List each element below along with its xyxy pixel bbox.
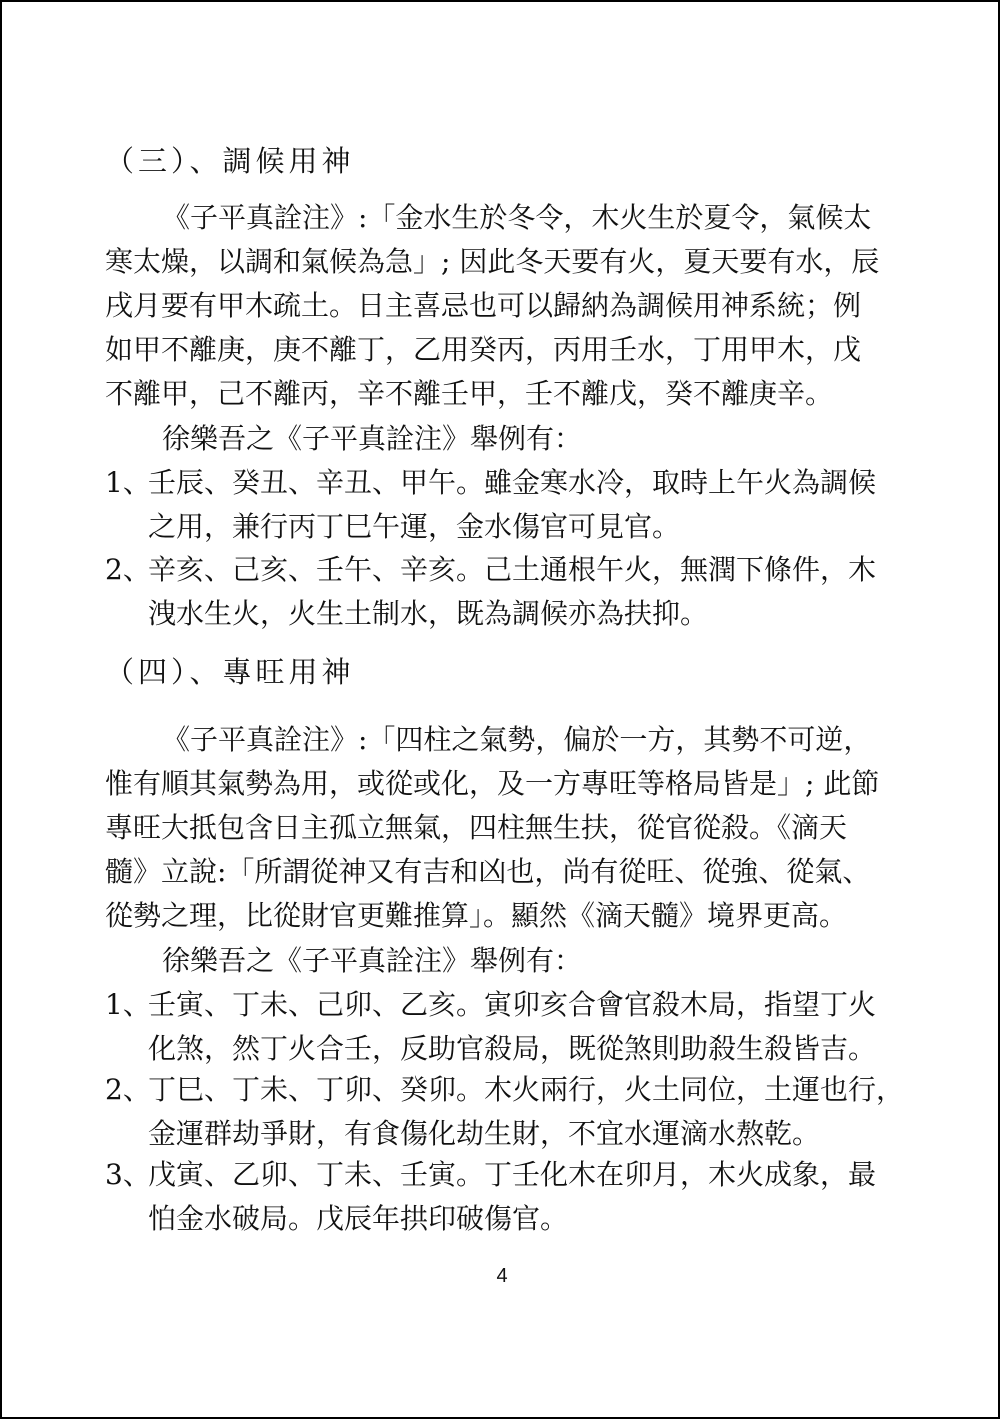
paragraph-line: 髓》立說:「所謂從神又有吉和凶也，尚有從旺、從強、從氣、	[105, 855, 871, 888]
list-item-text: 戊寅、乙卯、丁未、壬寅。丁壬化木在卯月，木火成象，最	[148, 1158, 877, 1191]
list-item-text: 壬寅、丁未、己卯、乙亥。寅卯亥合會官殺木局，指望丁火	[148, 988, 877, 1021]
section-heading-3: （三）、調候用神	[105, 144, 355, 178]
list-item-text: 化煞，然丁火合壬，反助官殺局，既從煞則助殺生殺皆吉。	[148, 1032, 877, 1065]
list-item-number: 1、	[105, 466, 151, 499]
paragraph-line: 《子平真詮注》:「四柱之氣勢，偏於一方，其勢不可逆，	[162, 723, 872, 756]
paragraph-line: 戌月要有甲木疏土。日主喜忌也可以歸納為調候用神系統；例	[105, 289, 862, 322]
list-item-text: 洩水生火，火生土制水，既為調候亦為扶抑。	[148, 597, 709, 630]
list-item-text: 丁巳、丁未、丁卯、癸卯。木火兩行，火土同位，土運也行，	[148, 1073, 905, 1106]
paragraph-line: 如甲不離庚，庚不離丁，乙用癸丙，丙用壬水，丁用甲木，戊	[105, 333, 862, 366]
paragraph-line: 專旺大抵包含日主孤立無氣，四柱無生扶，從官從殺。《滴天	[105, 811, 848, 844]
list-item-text: 怕金水破局。戊辰年拱印破傷官。	[148, 1202, 569, 1235]
page-number: 4	[496, 1265, 508, 1287]
list-item-number: 3、	[105, 1158, 151, 1191]
list-item-text: 金運群劫爭財，有食傷化劫生財，不宜水運滴水熬乾。	[148, 1117, 821, 1150]
list-item-text: 辛亥、己亥、壬午、辛亥。己土通根午火，無潤下條件，木	[148, 553, 877, 586]
examples-intro: 徐樂吾之《子平真詮注》舉例有：	[162, 422, 583, 455]
paragraph-line: 不離甲，己不離丙，辛不離壬甲，壬不離戊，癸不離庚辛。	[105, 377, 834, 410]
paragraph-line: 從勢之理，比從財官更難推算」。顯然《滴天髓》境界更高。	[105, 899, 848, 932]
examples-intro: 徐樂吾之《子平真詮注》舉例有：	[162, 944, 583, 977]
section-heading-4: （四）、專旺用神	[105, 655, 355, 689]
paragraph-line: 《子平真詮注》:「金水生於冬令，木火生於夏令，氣候太	[162, 201, 872, 234]
list-item-number: 2、	[105, 553, 151, 586]
paragraph-line: 惟有順其氣勢為用，或從或化，及一方專旺等格局皆是」; 此節	[105, 767, 880, 800]
list-item-text: 壬辰、癸丑、辛丑、甲午。雖金寒水冷，取時上午火為調候	[148, 466, 877, 499]
list-item-number: 1、	[105, 988, 151, 1021]
paragraph-line: 寒太燥，以調和氣候為急」; 因此冬天要有火，夏天要有水，辰	[105, 245, 880, 278]
list-item-number: 2、	[105, 1073, 151, 1106]
list-item-text: 之用，兼行丙丁巳午運，金水傷官可見官。	[148, 510, 681, 543]
